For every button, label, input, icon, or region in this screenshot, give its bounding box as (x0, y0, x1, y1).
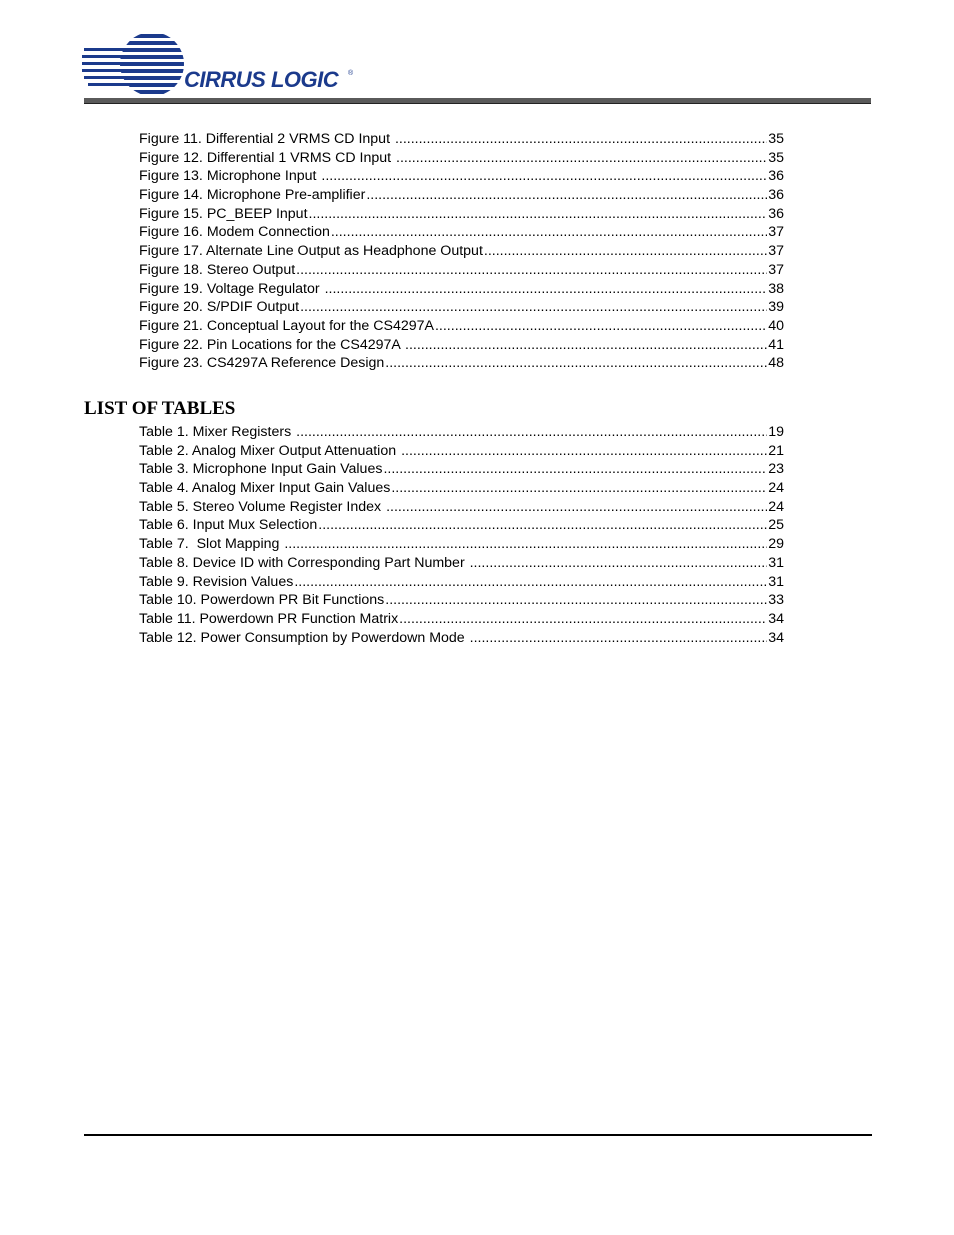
dot-leader (396, 149, 767, 168)
table-entry[interactable] (139, 554, 784, 573)
dot-leader (296, 261, 767, 280)
toc-entry-label: Table 10. Powerdown PR Bit Functions (139, 592, 385, 609)
dot-leader (331, 223, 767, 242)
toc-entry-label: Table 12. Power Consumption by Powerdown Mode (139, 629, 469, 646)
toc-entry-page: 35 (768, 149, 784, 166)
toc-entry-label: Table 9. Revision Values (139, 573, 294, 590)
table-entry[interactable] (139, 591, 784, 610)
tables-list (139, 423, 784, 647)
table-entry[interactable] (139, 423, 784, 442)
dot-leader (484, 242, 767, 261)
dot-leader (385, 591, 767, 610)
toc-entry-page: 36 (768, 187, 784, 204)
dot-leader (391, 479, 767, 498)
toc-entry-page: 31 (768, 573, 784, 590)
toc-entry-label: Figure 21. Conceptual Layout for the CS4297A (139, 317, 434, 334)
figure-entry[interactable] (139, 336, 784, 355)
toc-entry-page: 36 (768, 168, 784, 185)
dot-leader (366, 186, 767, 205)
dot-leader (386, 498, 767, 517)
toc-entry-label: Figure 22. Pin Locations for the CS4297A (139, 336, 404, 353)
figure-entry[interactable] (139, 354, 784, 373)
toc-entry-label: Figure 20. S/PDIF Output (139, 299, 300, 316)
figure-entry[interactable] (139, 223, 784, 242)
toc-entry-page: 35 (768, 131, 784, 147)
toc-entry-label: Figure 17. Alternate Line Output as Headphone Output (139, 243, 483, 260)
figures-list (139, 130, 784, 373)
toc-entry-label: Table 1. Mixer Registers (139, 424, 296, 440)
toc-entry-page: 34 (768, 610, 784, 627)
dot-leader (284, 535, 767, 554)
toc-entry-label: Table 4. Analog Mixer Input Gain Values (139, 480, 391, 497)
toc-entry-page: 24 (768, 480, 784, 497)
toc-entry-page: 36 (768, 205, 784, 222)
toc-entry-label: Figure 16. Modem Connection (139, 224, 330, 241)
dot-leader (385, 354, 767, 373)
dot-leader (309, 205, 768, 224)
toc-entry-page: 25 (768, 517, 784, 534)
toc-entry-page: 38 (768, 280, 784, 297)
list-of-tables-heading: LIST OF TABLES (84, 398, 236, 419)
toc-entry-page: 31 (768, 554, 784, 571)
dot-leader (399, 610, 767, 629)
dot-leader (405, 336, 767, 355)
dot-leader (401, 442, 767, 461)
registered-mark: ® (348, 70, 354, 77)
toc-entry-label: Table 11. Powerdown PR Function Matrix (139, 610, 399, 627)
dot-leader (318, 516, 767, 535)
toc-entry-label: Figure 11. Differential 2 VRMS CD Input (139, 131, 394, 147)
figure-entry[interactable] (139, 280, 784, 299)
toc-entry-page: 33 (768, 592, 784, 609)
brand-wordmark: CIRRUS LOGIC (184, 67, 339, 92)
figure-entry[interactable] (139, 261, 784, 280)
toc-entry-page: 21 (768, 442, 784, 459)
toc-entry-page: 37 (768, 243, 784, 260)
toc-entry-label: Figure 23. CS4297A Reference Design (139, 355, 385, 372)
toc-entry-label: Table 2. Analog Mixer Output Attenuation (139, 442, 401, 459)
toc-entry-page: 19 (768, 424, 784, 440)
toc-entry-page: 48 (768, 355, 784, 372)
figure-entry[interactable] (139, 317, 784, 336)
toc-entry-label: Figure 19. Voltage Regulator (139, 280, 324, 297)
table-entry[interactable] (139, 629, 784, 648)
toc-entry-page: 39 (768, 299, 784, 316)
figure-entry[interactable] (139, 167, 784, 186)
toc-entry-label: Figure 18. Stereo Output (139, 261, 296, 278)
dot-leader (470, 629, 768, 648)
dot-leader (470, 554, 768, 573)
table-entry[interactable] (139, 479, 784, 498)
dot-leader (325, 280, 768, 299)
toc-entry-label: Table 7. Slot Mapping (139, 536, 284, 553)
table-entry[interactable] (139, 516, 784, 535)
toc-entry-page: 37 (768, 224, 784, 241)
toc-entry-label: Table 6. Input Mux Selection (139, 517, 318, 534)
figure-entry[interactable] (139, 186, 784, 205)
toc-entry-label: Table 3. Microphone Input Gain Values (139, 461, 383, 478)
table-entry[interactable] (139, 460, 784, 479)
toc-entry-page: 40 (768, 317, 784, 334)
dot-leader (321, 167, 767, 186)
dot-leader (383, 460, 767, 479)
toc-entry-page: 24 (768, 498, 784, 515)
figure-entry[interactable] (139, 205, 784, 224)
toc-entry-label: Figure 15. PC_BEEP Input (139, 205, 308, 222)
toc-entry-label: Figure 13. Microphone Input (139, 168, 321, 185)
toc-entry-page: 23 (768, 461, 784, 478)
table-entry[interactable] (139, 573, 784, 592)
toc-entry-page: 37 (768, 261, 784, 278)
dot-leader (296, 423, 767, 442)
toc-entry-label: Table 8. Device ID with Corresponding Part Number (139, 554, 469, 571)
figure-entry[interactable] (139, 242, 784, 261)
toc-entry-label: Figure 14. Microphone Pre-amplifier (139, 187, 366, 204)
toc-entry-label: Figure 12. Differential 1 VRMS CD Input (139, 149, 396, 166)
header-rule (84, 98, 871, 104)
table-entry[interactable] (139, 498, 784, 517)
toc-entry-label: Table 5. Stereo Volume Register Index (139, 498, 386, 515)
table-entry[interactable] (139, 610, 784, 629)
toc-entry-page: 41 (768, 336, 784, 353)
table-entry[interactable] (139, 442, 784, 461)
dot-leader (300, 298, 767, 317)
footer-rule (84, 1134, 872, 1136)
dot-leader (435, 317, 767, 336)
dot-leader (294, 573, 767, 592)
table-entry[interactable] (139, 535, 784, 554)
dot-leader (395, 130, 767, 149)
figure-entry[interactable] (139, 149, 784, 168)
toc-entry-page: 34 (768, 629, 784, 646)
toc-entry-page: 29 (768, 536, 784, 553)
figure-entry[interactable] (139, 298, 784, 317)
figure-entry[interactable] (139, 130, 784, 149)
